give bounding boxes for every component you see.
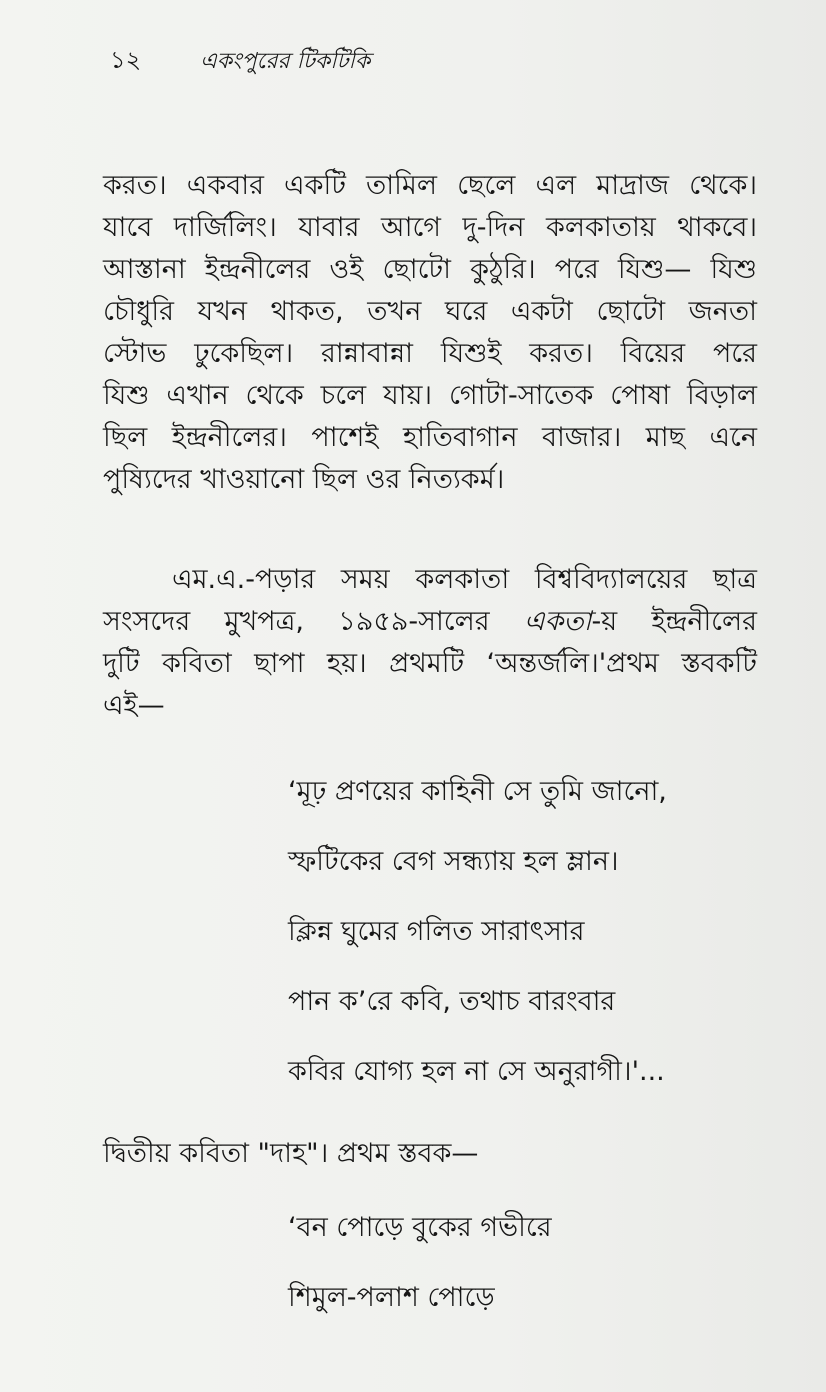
magazine-title: একতা (523, 606, 592, 637)
text-line: এম.এ.-পড়ার সময় কলকাতা বিশ্ববিদ্যালয়ের ছাত্র (172, 564, 757, 595)
text-span: -য় ইন্দ্রনীলের (591, 606, 757, 637)
verse-line: কবির যোগ্য হল না সে অনুরাগী।'... (288, 1056, 665, 1087)
text-line: করত। একবার একটি তামিল ছেলে এল মাদ্রাজ থেকে। (103, 170, 757, 201)
verse-line: ক্লিন্ন ঘুমের গলিত সারাৎসার (288, 916, 585, 947)
book-title: একংপুরের টিকটিকি (200, 49, 371, 74)
verse-line: ‘মূঢ় প্রণয়ের কাহিনী সে তুমি জানো, (288, 776, 667, 807)
text-line: যাবে দার্জিলিং। যাবার আগে দু-দিন কলকাতায় থাকবে। (103, 212, 757, 243)
verse-line: পান ক’রে কবি, তথাচ বারংবার (288, 986, 616, 1017)
text-line: স্টোভ ঢুকেছিল। রান্নাবান্না যিশুই করত। বিয়ের পরে (103, 338, 757, 369)
text-span: সংসদের মুখপত্র, ১৯৫৯-সালের (103, 606, 524, 637)
text-line: দুটি কবিতা ছাপা হয়। প্রথমটি ‘অন্তর্জলি।'প্রথম স্তবকটি (103, 648, 757, 679)
text-line: পুষ্যিদের খাওয়ানো ছিল ওর নিত্যকর্ম। (103, 464, 505, 495)
text-line (103, 608, 757, 635)
verse-line: ‘বন পোড়ে বুকের গভীরে (288, 1212, 552, 1243)
running-head (110, 42, 370, 82)
verse-line: স্ফটিকের বেগ সন্ধ্যায় হল ম্লান। (288, 846, 619, 877)
second-poem-intro: দ্বিতীয় কবিতা "দাহ"। প্রথম স্তবক— (103, 1138, 479, 1169)
text-line: যিশু এখান থেকে চলে যায়। গোটা-সাতেক পোষা বিড়াল (103, 380, 757, 411)
verse-line: শিমুল-পলাশ পোড়ে (288, 1282, 495, 1313)
text-line: ছিল ইন্দ্রনীলের। পাশেই হাতিবাগান বাজার। মাছ এনে (103, 422, 757, 453)
page-number: ১২ (110, 46, 142, 74)
text-line: আস্তানা ইন্দ্রনীলের ওই ছোটো কুঠুরি। পরে যিশু— যিশু (103, 254, 757, 285)
text-line: চৌধুরি যখন থাকত, তখন ঘরে একটা ছোটো জনতা (103, 296, 757, 327)
text-line: এই— (103, 690, 165, 721)
